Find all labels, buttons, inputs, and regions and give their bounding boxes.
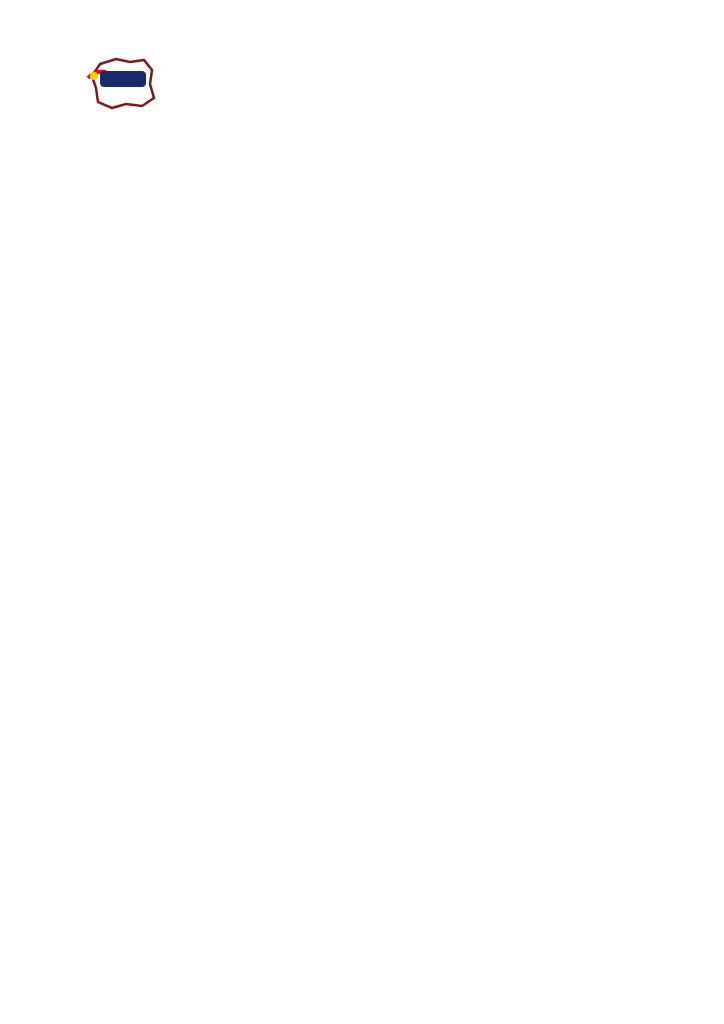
krd-logo: [86, 54, 158, 112]
